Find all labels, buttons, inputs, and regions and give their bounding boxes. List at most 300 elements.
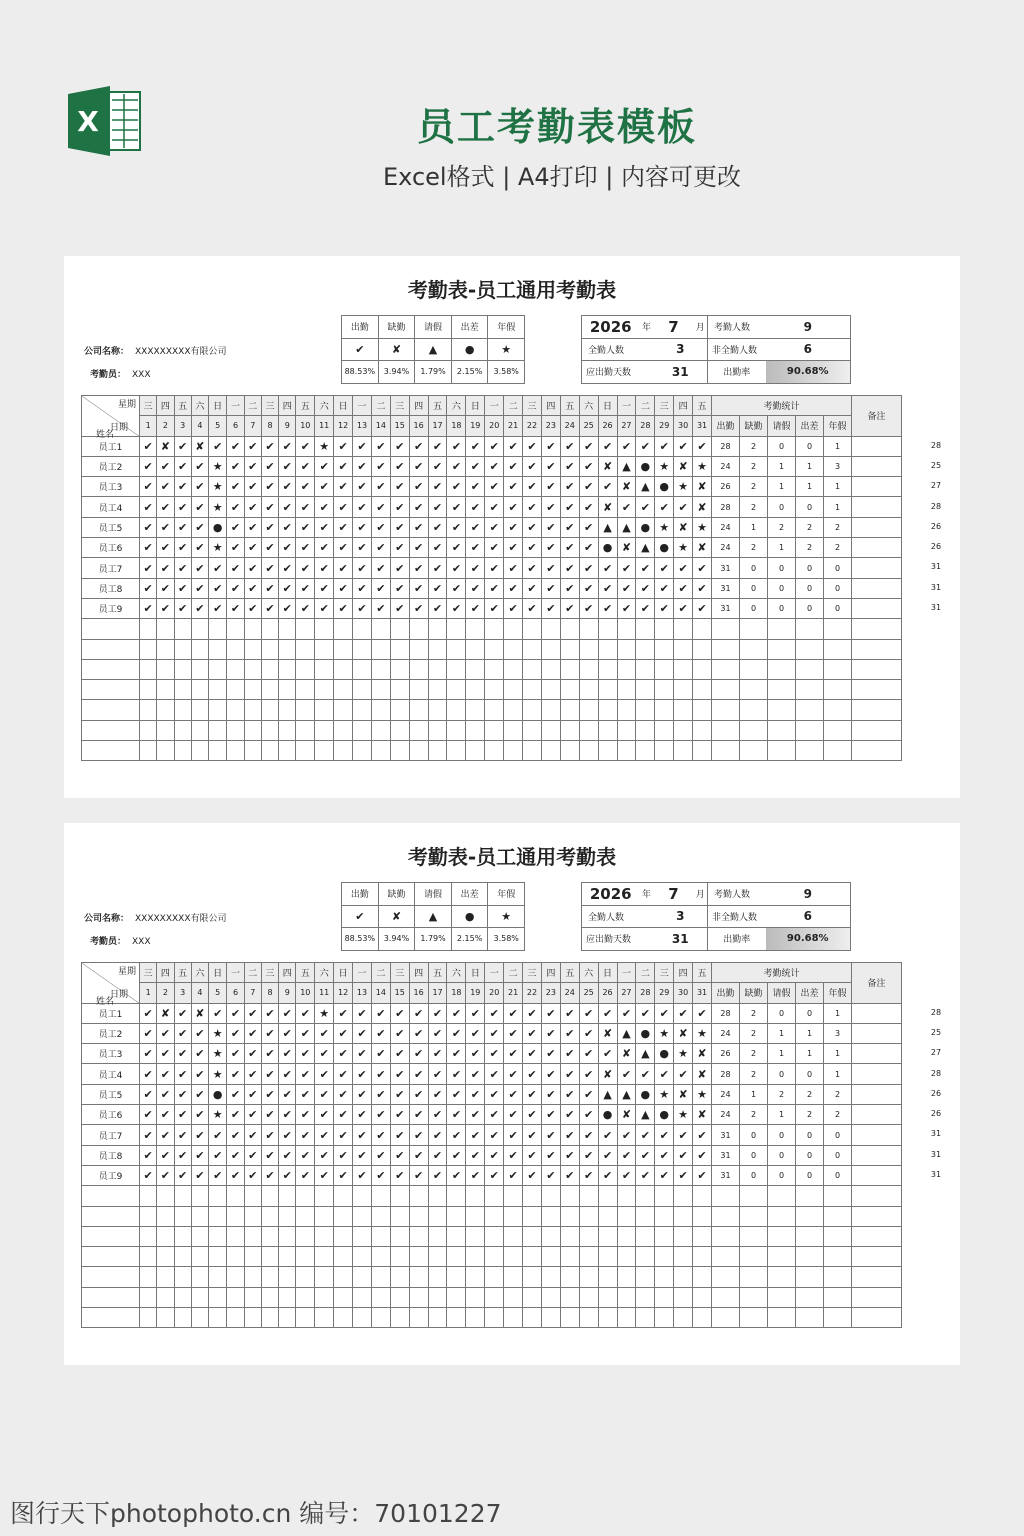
- attendance-mark[interactable]: ▲: [617, 1023, 636, 1043]
- attendance-mark[interactable]: ✔: [466, 538, 485, 558]
- attendance-mark[interactable]: [674, 1308, 693, 1328]
- attendance-mark[interactable]: [157, 741, 174, 761]
- attendance-mark[interactable]: [390, 1186, 409, 1206]
- attendance-mark[interactable]: [598, 680, 617, 700]
- attendance-mark[interactable]: ✔: [140, 477, 157, 497]
- attendance-mark[interactable]: [504, 639, 523, 659]
- attendance-mark[interactable]: ✔: [390, 1044, 409, 1064]
- attendance-mark[interactable]: ✔: [140, 1044, 157, 1064]
- attendance-mark[interactable]: [617, 741, 636, 761]
- attendance-mark[interactable]: ✔: [140, 1003, 157, 1023]
- attendance-mark[interactable]: [174, 1226, 191, 1246]
- attendance-mark[interactable]: ✔: [617, 436, 636, 456]
- attendance-mark[interactable]: ✔: [693, 1125, 712, 1145]
- attendance-mark[interactable]: [315, 1226, 334, 1246]
- employee-name[interactable]: 员工6: [82, 538, 140, 558]
- attendance-mark[interactable]: [140, 680, 157, 700]
- attendance-mark[interactable]: ✔: [315, 558, 334, 578]
- attendance-mark[interactable]: ✔: [466, 517, 485, 537]
- attendance-mark[interactable]: [541, 1308, 560, 1328]
- attendance-mark[interactable]: [209, 741, 227, 761]
- attendance-mark[interactable]: ★: [209, 538, 227, 558]
- attendance-mark[interactable]: [655, 1226, 674, 1246]
- attendance-mark[interactable]: ✔: [485, 456, 504, 476]
- attendance-mark[interactable]: [209, 680, 227, 700]
- attendance-mark[interactable]: [353, 680, 372, 700]
- attendance-mark[interactable]: ✔: [390, 1064, 409, 1084]
- attendance-mark[interactable]: ✔: [296, 558, 315, 578]
- attendance-mark[interactable]: ✔: [140, 1023, 157, 1043]
- attendance-mark[interactable]: ✔: [541, 1165, 560, 1185]
- attendance-mark[interactable]: [409, 1247, 428, 1267]
- attendance-mark[interactable]: ✔: [428, 1064, 447, 1084]
- attendance-mark[interactable]: ✘: [598, 497, 617, 517]
- attendance-mark[interactable]: ✔: [485, 1064, 504, 1084]
- attendance-mark[interactable]: [244, 1186, 261, 1206]
- attendance-mark[interactable]: [655, 619, 674, 639]
- attendance-mark[interactable]: ✔: [371, 1105, 390, 1125]
- attendance-mark[interactable]: ✔: [636, 1003, 655, 1023]
- attendance-mark[interactable]: ✔: [296, 1044, 315, 1064]
- attendance-mark[interactable]: ✔: [279, 1125, 296, 1145]
- remark-cell[interactable]: [852, 619, 902, 639]
- attendance-mark[interactable]: [693, 659, 712, 679]
- attendance-mark[interactable]: ✔: [244, 1023, 261, 1043]
- attendance-mark[interactable]: ✔: [504, 436, 523, 456]
- remark-cell[interactable]: [852, 1145, 902, 1165]
- attendance-mark[interactable]: ✔: [140, 1105, 157, 1125]
- attendance-mark[interactable]: ●: [636, 1023, 655, 1043]
- attendance-mark[interactable]: ✔: [296, 1023, 315, 1043]
- attendance-mark[interactable]: [209, 700, 227, 720]
- attendance-mark[interactable]: ✔: [174, 1145, 191, 1165]
- attendance-mark[interactable]: ✔: [174, 1003, 191, 1023]
- attendance-mark[interactable]: ✘: [674, 1023, 693, 1043]
- attendance-mark[interactable]: ✔: [466, 1145, 485, 1165]
- attendance-mark[interactable]: ✘: [598, 1064, 617, 1084]
- attendance-mark[interactable]: ✔: [466, 497, 485, 517]
- attendance-mark[interactable]: ✔: [157, 1105, 174, 1125]
- attendance-mark[interactable]: ✔: [261, 1084, 278, 1104]
- attendance-mark[interactable]: [504, 1267, 523, 1287]
- attendance-mark[interactable]: [523, 720, 542, 740]
- attendance-mark[interactable]: ✔: [428, 558, 447, 578]
- attendance-mark[interactable]: [296, 720, 315, 740]
- attendance-mark[interactable]: [504, 720, 523, 740]
- attendance-mark[interactable]: ✔: [655, 497, 674, 517]
- attendance-mark[interactable]: ✔: [390, 538, 409, 558]
- attendance-mark[interactable]: [191, 1267, 208, 1287]
- attendance-mark[interactable]: ✘: [617, 538, 636, 558]
- attendance-mark[interactable]: ✔: [279, 517, 296, 537]
- attendance-mark[interactable]: ✔: [485, 1023, 504, 1043]
- attendance-mark[interactable]: [261, 1247, 278, 1267]
- attendance-mark[interactable]: [598, 1206, 617, 1226]
- attendance-mark[interactable]: [140, 741, 157, 761]
- attendance-mark[interactable]: ✔: [523, 1044, 542, 1064]
- attendance-mark[interactable]: ✔: [174, 1023, 191, 1043]
- attendance-mark[interactable]: ✔: [447, 1023, 466, 1043]
- attendance-mark[interactable]: ✔: [371, 497, 390, 517]
- attendance-mark[interactable]: ✔: [409, 538, 428, 558]
- attendance-mark[interactable]: ✔: [636, 497, 655, 517]
- attendance-mark[interactable]: [579, 1308, 598, 1328]
- attendance-mark[interactable]: [466, 1186, 485, 1206]
- attendance-mark[interactable]: [261, 639, 278, 659]
- attendance-mark[interactable]: ✔: [174, 436, 191, 456]
- attendance-mark[interactable]: ✔: [334, 436, 353, 456]
- attendance-mark[interactable]: [279, 680, 296, 700]
- attendance-mark[interactable]: ✔: [579, 517, 598, 537]
- attendance-mark[interactable]: ✔: [598, 1145, 617, 1165]
- remark-cell[interactable]: [852, 517, 902, 537]
- attendance-mark[interactable]: ✔: [504, 517, 523, 537]
- attendance-mark[interactable]: [261, 700, 278, 720]
- attendance-mark[interactable]: [485, 1247, 504, 1267]
- attendance-mark[interactable]: ✔: [227, 1145, 244, 1165]
- attendance-mark[interactable]: [636, 1247, 655, 1267]
- attendance-mark[interactable]: [655, 659, 674, 679]
- attendance-mark[interactable]: ✔: [371, 1003, 390, 1023]
- attendance-mark[interactable]: [279, 1267, 296, 1287]
- attendance-mark[interactable]: [485, 659, 504, 679]
- attendance-mark[interactable]: ✔: [227, 1125, 244, 1145]
- attendance-mark[interactable]: ✔: [261, 1064, 278, 1084]
- attendance-mark[interactable]: ✔: [209, 598, 227, 618]
- attendance-mark[interactable]: ✔: [227, 497, 244, 517]
- attendance-mark[interactable]: ✔: [674, 1064, 693, 1084]
- attendance-mark[interactable]: ✔: [334, 1044, 353, 1064]
- attendance-mark[interactable]: ✔: [579, 1105, 598, 1125]
- attendance-mark[interactable]: ✔: [191, 1145, 208, 1165]
- attendance-mark[interactable]: [504, 1287, 523, 1307]
- attendance-mark[interactable]: ✔: [371, 558, 390, 578]
- attendance-mark[interactable]: ✔: [466, 598, 485, 618]
- attendance-mark[interactable]: ✔: [409, 497, 428, 517]
- attendance-mark[interactable]: [598, 700, 617, 720]
- attendance-mark[interactable]: ✔: [261, 1023, 278, 1043]
- attendance-mark[interactable]: ★: [655, 517, 674, 537]
- attendance-mark[interactable]: [485, 700, 504, 720]
- attendance-mark[interactable]: [174, 700, 191, 720]
- attendance-mark[interactable]: ✔: [174, 1165, 191, 1185]
- attendance-mark[interactable]: ✔: [466, 1105, 485, 1125]
- attendance-mark[interactable]: [693, 680, 712, 700]
- attendance-mark[interactable]: ★: [315, 1003, 334, 1023]
- attendance-mark[interactable]: [466, 680, 485, 700]
- attendance-mark[interactable]: ✔: [296, 517, 315, 537]
- attendance-mark[interactable]: [693, 720, 712, 740]
- attendance-mark[interactable]: ✔: [279, 538, 296, 558]
- attendance-mark[interactable]: ✔: [409, 1084, 428, 1104]
- attendance-mark[interactable]: ✔: [504, 1044, 523, 1064]
- attendance-mark[interactable]: ✔: [371, 598, 390, 618]
- attendance-mark[interactable]: [674, 1186, 693, 1206]
- attendance-mark[interactable]: [244, 619, 261, 639]
- attendance-mark[interactable]: ✔: [466, 1003, 485, 1023]
- attendance-mark[interactable]: ✔: [244, 558, 261, 578]
- attendance-mark[interactable]: ✔: [334, 1165, 353, 1185]
- attendance-mark[interactable]: [353, 1186, 372, 1206]
- attendance-mark[interactable]: ●: [655, 1105, 674, 1125]
- attendance-mark[interactable]: ✔: [447, 598, 466, 618]
- attendance-mark[interactable]: [371, 1226, 390, 1246]
- attendance-mark[interactable]: [353, 619, 372, 639]
- employee-name[interactable]: 员工5: [82, 1084, 140, 1104]
- attendance-mark[interactable]: ✔: [315, 1105, 334, 1125]
- attendance-mark[interactable]: [174, 639, 191, 659]
- attendance-mark[interactable]: ✔: [428, 456, 447, 476]
- attendance-mark[interactable]: [693, 1186, 712, 1206]
- attendance-mark[interactable]: ✔: [485, 538, 504, 558]
- attendance-mark[interactable]: [191, 639, 208, 659]
- remark-cell[interactable]: [852, 1125, 902, 1145]
- attendance-mark[interactable]: [617, 1186, 636, 1206]
- attendance-mark[interactable]: ✔: [598, 1165, 617, 1185]
- attendance-mark[interactable]: ✔: [140, 558, 157, 578]
- attendance-mark[interactable]: ✔: [579, 538, 598, 558]
- attendance-mark[interactable]: ✔: [371, 1165, 390, 1185]
- attendance-mark[interactable]: ✔: [334, 517, 353, 537]
- attendance-mark[interactable]: [261, 680, 278, 700]
- attendance-mark[interactable]: [466, 1308, 485, 1328]
- attendance-mark[interactable]: ✔: [191, 456, 208, 476]
- attendance-mark[interactable]: ★: [209, 1023, 227, 1043]
- attendance-mark[interactable]: ✔: [541, 1003, 560, 1023]
- attendance-mark[interactable]: ▲: [636, 1044, 655, 1064]
- attendance-mark[interactable]: ✘: [693, 497, 712, 517]
- attendance-mark[interactable]: [227, 741, 244, 761]
- attendance-mark[interactable]: ✔: [523, 436, 542, 456]
- attendance-mark[interactable]: ✔: [598, 1003, 617, 1023]
- attendance-mark[interactable]: [579, 619, 598, 639]
- attendance-mark[interactable]: [140, 1267, 157, 1287]
- attendance-mark[interactable]: ★: [655, 456, 674, 476]
- remark-cell[interactable]: [852, 598, 902, 618]
- attendance-mark[interactable]: [655, 680, 674, 700]
- attendance-mark[interactable]: [371, 1186, 390, 1206]
- attendance-mark[interactable]: ✘: [674, 1084, 693, 1104]
- attendance-mark[interactable]: [157, 680, 174, 700]
- attendance-mark[interactable]: [174, 1267, 191, 1287]
- attendance-mark[interactable]: [447, 1287, 466, 1307]
- attendance-mark[interactable]: [227, 639, 244, 659]
- attendance-mark[interactable]: ✔: [279, 477, 296, 497]
- attendance-mark[interactable]: [485, 1267, 504, 1287]
- attendance-mark[interactable]: ✔: [485, 1165, 504, 1185]
- employee-name[interactable]: 员工4: [82, 1064, 140, 1084]
- attendance-mark[interactable]: ✔: [279, 1165, 296, 1185]
- attendance-mark[interactable]: [598, 659, 617, 679]
- attendance-mark[interactable]: [390, 1206, 409, 1226]
- clerk-value[interactable]: XXX: [132, 937, 151, 947]
- attendance-mark[interactable]: ✔: [261, 456, 278, 476]
- attendance-mark[interactable]: [674, 619, 693, 639]
- attendance-mark[interactable]: ✔: [598, 1044, 617, 1064]
- attendance-mark[interactable]: [140, 1206, 157, 1226]
- attendance-mark[interactable]: [191, 1206, 208, 1226]
- attendance-mark[interactable]: [466, 741, 485, 761]
- attendance-mark[interactable]: [244, 639, 261, 659]
- attendance-mark[interactable]: [371, 1287, 390, 1307]
- attendance-mark[interactable]: [191, 1247, 208, 1267]
- employee-name[interactable]: [82, 639, 140, 659]
- attendance-mark[interactable]: ✔: [447, 1064, 466, 1084]
- employee-name[interactable]: 员工1: [82, 1003, 140, 1023]
- attendance-mark[interactable]: [428, 720, 447, 740]
- attendance-mark[interactable]: ✔: [560, 558, 579, 578]
- attendance-mark[interactable]: ✔: [617, 558, 636, 578]
- attendance-mark[interactable]: ✔: [261, 1044, 278, 1064]
- attendance-mark[interactable]: ✔: [261, 598, 278, 618]
- attendance-mark[interactable]: [279, 1287, 296, 1307]
- attendance-mark[interactable]: [334, 1308, 353, 1328]
- attendance-mark[interactable]: ✔: [560, 497, 579, 517]
- attendance-mark[interactable]: ✔: [617, 1165, 636, 1185]
- attendance-mark[interactable]: ✔: [140, 1145, 157, 1165]
- attendance-mark[interactable]: [315, 700, 334, 720]
- attendance-mark[interactable]: [466, 1287, 485, 1307]
- attendance-mark[interactable]: ✔: [353, 538, 372, 558]
- remark-cell[interactable]: [852, 477, 902, 497]
- attendance-mark[interactable]: [191, 720, 208, 740]
- attendance-mark[interactable]: ✔: [447, 578, 466, 598]
- attendance-mark[interactable]: ✔: [279, 598, 296, 618]
- employee-name[interactable]: 员工8: [82, 1145, 140, 1165]
- attendance-mark[interactable]: ✔: [334, 1105, 353, 1125]
- remark-cell[interactable]: [852, 497, 902, 517]
- attendance-mark[interactable]: ✔: [523, 598, 542, 618]
- attendance-mark[interactable]: ✔: [541, 477, 560, 497]
- attendance-mark[interactable]: ✔: [390, 1145, 409, 1165]
- attendance-mark[interactable]: [390, 619, 409, 639]
- attendance-mark[interactable]: [617, 700, 636, 720]
- attendance-mark[interactable]: [409, 1206, 428, 1226]
- attendance-mark[interactable]: [371, 639, 390, 659]
- attendance-mark[interactable]: ★: [209, 1044, 227, 1064]
- attendance-mark[interactable]: [428, 639, 447, 659]
- attendance-mark[interactable]: [296, 1287, 315, 1307]
- attendance-mark[interactable]: [636, 1267, 655, 1287]
- attendance-mark[interactable]: ✔: [227, 578, 244, 598]
- attendance-mark[interactable]: ✔: [428, 497, 447, 517]
- attendance-mark[interactable]: ✔: [174, 477, 191, 497]
- attendance-mark[interactable]: [296, 1206, 315, 1226]
- remark-cell[interactable]: [852, 578, 902, 598]
- attendance-mark[interactable]: ✔: [244, 1044, 261, 1064]
- attendance-mark[interactable]: [140, 700, 157, 720]
- attendance-mark[interactable]: ●: [209, 1084, 227, 1104]
- attendance-mark[interactable]: ✔: [504, 578, 523, 598]
- attendance-mark[interactable]: [227, 1206, 244, 1226]
- attendance-mark[interactable]: ✔: [227, 1023, 244, 1043]
- employee-name[interactable]: 员工6: [82, 1105, 140, 1125]
- attendance-mark[interactable]: [296, 619, 315, 639]
- attendance-mark[interactable]: ✔: [371, 1084, 390, 1104]
- attendance-mark[interactable]: [157, 1206, 174, 1226]
- employee-name[interactable]: [82, 659, 140, 679]
- attendance-mark[interactable]: ✔: [353, 558, 372, 578]
- attendance-mark[interactable]: ✔: [485, 578, 504, 598]
- attendance-mark[interactable]: ✔: [485, 1044, 504, 1064]
- attendance-mark[interactable]: ✔: [466, 1125, 485, 1145]
- attendance-mark[interactable]: ✔: [353, 1105, 372, 1125]
- attendance-mark[interactable]: [409, 1267, 428, 1287]
- attendance-mark[interactable]: ✔: [261, 477, 278, 497]
- attendance-mark[interactable]: ✔: [227, 1084, 244, 1104]
- attendance-mark[interactable]: [504, 700, 523, 720]
- attendance-mark[interactable]: ✔: [523, 1064, 542, 1084]
- attendance-mark[interactable]: [244, 1308, 261, 1328]
- attendance-mark[interactable]: ✔: [466, 477, 485, 497]
- attendance-mark[interactable]: ✔: [244, 477, 261, 497]
- attendance-mark[interactable]: [157, 659, 174, 679]
- attendance-mark[interactable]: ✔: [485, 517, 504, 537]
- attendance-mark[interactable]: ✔: [209, 1165, 227, 1185]
- attendance-mark[interactable]: [636, 1226, 655, 1246]
- attendance-mark[interactable]: [428, 659, 447, 679]
- attendance-mark[interactable]: ✔: [315, 538, 334, 558]
- attendance-mark[interactable]: [157, 1186, 174, 1206]
- attendance-mark[interactable]: ✔: [261, 497, 278, 517]
- attendance-mark[interactable]: [244, 700, 261, 720]
- attendance-mark[interactable]: ✔: [244, 598, 261, 618]
- attendance-mark[interactable]: [261, 741, 278, 761]
- attendance-mark[interactable]: ✔: [485, 477, 504, 497]
- attendance-mark[interactable]: [541, 619, 560, 639]
- attendance-mark[interactable]: [674, 1206, 693, 1226]
- attendance-mark[interactable]: [244, 1287, 261, 1307]
- attendance-mark[interactable]: ✔: [334, 1084, 353, 1104]
- attendance-mark[interactable]: ✔: [504, 1023, 523, 1043]
- attendance-mark[interactable]: [523, 741, 542, 761]
- attendance-mark[interactable]: ✔: [261, 558, 278, 578]
- attendance-mark[interactable]: ✔: [279, 1084, 296, 1104]
- attendance-mark[interactable]: ✔: [227, 538, 244, 558]
- attendance-mark[interactable]: [428, 1206, 447, 1226]
- attendance-mark[interactable]: [466, 1247, 485, 1267]
- attendance-mark[interactable]: [279, 1206, 296, 1226]
- attendance-mark[interactable]: [334, 680, 353, 700]
- attendance-mark[interactable]: [598, 639, 617, 659]
- attendance-mark[interactable]: ✔: [579, 1125, 598, 1145]
- attendance-mark[interactable]: [560, 1267, 579, 1287]
- attendance-mark[interactable]: ✔: [579, 456, 598, 476]
- attendance-mark[interactable]: ▲: [636, 538, 655, 558]
- attendance-mark[interactable]: ▲: [617, 456, 636, 476]
- attendance-mark[interactable]: ✔: [655, 1165, 674, 1185]
- attendance-mark[interactable]: ✔: [655, 598, 674, 618]
- attendance-mark[interactable]: ✔: [560, 1044, 579, 1064]
- attendance-mark[interactable]: [693, 700, 712, 720]
- attendance-mark[interactable]: ✘: [693, 538, 712, 558]
- attendance-mark[interactable]: ✔: [140, 497, 157, 517]
- attendance-mark[interactable]: [390, 1247, 409, 1267]
- attendance-mark[interactable]: ✔: [428, 517, 447, 537]
- attendance-mark[interactable]: ✔: [560, 456, 579, 476]
- attendance-mark[interactable]: ✔: [636, 1064, 655, 1084]
- attendance-mark[interactable]: [447, 741, 466, 761]
- attendance-mark[interactable]: ✔: [541, 558, 560, 578]
- attendance-mark[interactable]: [353, 1287, 372, 1307]
- attendance-mark[interactable]: [244, 1247, 261, 1267]
- attendance-mark[interactable]: [279, 1247, 296, 1267]
- attendance-mark[interactable]: [674, 659, 693, 679]
- employee-name[interactable]: 员工7: [82, 558, 140, 578]
- attendance-mark[interactable]: ✔: [636, 436, 655, 456]
- attendance-mark[interactable]: ✔: [523, 578, 542, 598]
- attendance-mark[interactable]: [428, 1186, 447, 1206]
